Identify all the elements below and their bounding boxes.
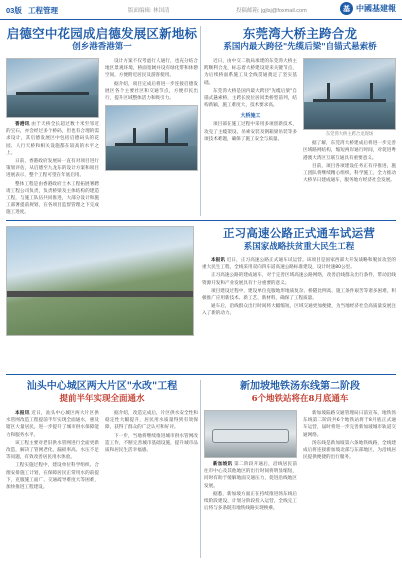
logo-text: 中國基建報 xyxy=(356,4,396,13)
article-photo xyxy=(204,410,297,458)
article-subtitle: 系国内最大跨径"先缆后梁"自锚式悬索桥 xyxy=(223,42,377,52)
article-paragraph: 项目建设过程中，建设单位克服地形地质复杂、桥隧比例高、施工条件艰苦等诸多困难，积极推广应用新技术、新工艺、新材料，确保了工程质量。 xyxy=(202,288,396,302)
article-photo xyxy=(6,226,194,336)
article-zhengxi-expressway xyxy=(6,226,396,336)
article-lead: 香港讯 xyxy=(15,122,30,127)
section-name: 工程管理 xyxy=(28,6,58,15)
article-paragraph: 新加坡陆路交通管理局日前宣布，地铁汤东线第二阶段共6个地铁站将于8月底正式通车运营，届时将进一步完善新加坡城市轨道交通网络。 xyxy=(303,411,396,438)
article-subtitle: 系国家战略扶贫重大民生工程 xyxy=(243,242,355,252)
article-subtitle: 创乡港香港第一 xyxy=(72,42,132,52)
article-paragraph: 第二阶段开通后，沿线居民前往市中心及其他地区的出行时间将明显缩短，同时有助于缓解地面交通压力，促进沿线地区发展。 xyxy=(204,462,297,489)
article-paragraph: 由于天桥全长超过数十米至邻近的宝石，亦会经过多个桥码，但也有合理的需求设计，其启德发展区中包括启德码头的花园、人行天桥和相关设施都在较高的水平之上。 xyxy=(6,122,99,156)
editor-credit: 版面编辑: 林国清 xyxy=(128,8,170,14)
page-header xyxy=(0,0,402,20)
article-paragraph: 该工程主要对老旧供水管网进行全面更新改造，解决了管网老化、漏损率高、水压不足等问题，有效改善居民用水体验。 xyxy=(6,440,99,461)
article-paragraph: 据介绍，改造完成后，片区供水安全性和稳定性大幅提升，居民用水质量得到有效保障，获得了群众的广泛认可和好评。 xyxy=(105,411,198,431)
article-title: 东莞湾大桥主跨合龙 xyxy=(242,26,358,41)
article-subtitle: 提前半年实现全面通水 xyxy=(59,394,145,404)
article-photo xyxy=(105,105,198,171)
article-paragraph: 工程实施过程中，建设单位科学组织、合理安排施工计划，在保障居民正常用水的前提下，克服施工面广、交通疏导难度大等困难，加快推进工程建设。 xyxy=(6,463,99,491)
article-lead: 本报讯 xyxy=(211,258,226,263)
article-lead: 本报讯 xyxy=(15,411,30,416)
article-shantou-water xyxy=(6,380,198,492)
article-paragraph: 近日，汕头中心城区两大片区供水管网改造工程提前半年实现全面通水，惠及辖区大量居民，进一步提升了城市供水保障能力和服务水平。 xyxy=(6,411,99,438)
article-title: 新加坡地铁汤东线第二阶段 xyxy=(240,381,360,392)
page-number: 03版 xyxy=(6,6,22,15)
article-paragraph: 通车后，沿线群众出行时间将大幅缩短，区域交通更加便捷，为当地经济社会高质量发展注入了新的动力。 xyxy=(202,304,396,317)
article-title: 汕头中心城区两大片区"水改"工程 xyxy=(26,381,178,392)
newspaper-logo xyxy=(340,2,396,15)
article-photo xyxy=(6,58,99,118)
article-paragraph: 设计方案不仅考虑行人通行，也充分结合地区景观环境，桥面宽阔并设有绿化带和休憩空间，方便附近居民及游客使用。 xyxy=(105,59,198,79)
article-paragraph: 正习高速公路的建成通车，对于完善区域高速公路网络，改善沿线群众出行条件，带动沿线资源开发和产业发展具有十分重要的意义。 xyxy=(202,273,396,286)
article-dongguan-bridge xyxy=(204,26,396,185)
article-paragraph: 项目部在施工过程中采用多项创新技术，攻克了主缆架设、吊索安装及钢箱梁吊装等多项技术难题，确保了施工安全与质量。 xyxy=(204,122,297,142)
article-paragraph: 据了解，东莞湾大桥建成后将进一步完善区域路网结构，缩短两岸通行时间，对促进粤港澳大湾区互联互通具有重要意义。 xyxy=(303,141,396,161)
article-title: 启德空中花园成启德发展区新地标 xyxy=(6,26,198,41)
photo-caption: 东莞湾大桥主跨合龙现场 xyxy=(325,132,374,137)
article-paragraph: 据悉，新加坡方面正在持续推进汤东线后续阶段建设，计划分阶段投入运营，全线完工后将与多条既有地铁线路实现换乘。 xyxy=(204,491,297,512)
article-paragraph: 据介绍，项目完成后将进一步连接启德发展区各个主要社区和交通节点，方便市民出行，提升区域整体活力和吸引力。 xyxy=(105,81,198,102)
article-title: 正习高速公路正式通车试运营 xyxy=(222,226,376,240)
article-paragraph: 下一步，当地将继续推进城市供水管网改造工作，不断完善城市基础设施，提升城市品质和居民生活幸福感。 xyxy=(105,433,198,454)
article-lead: 新加坡讯 xyxy=(213,462,233,467)
article-subhead: 大桥施工 xyxy=(240,113,261,120)
article-paragraph: 目前，项目各项建设任务正有序推进，施工团队将继续精心组织，科学施工，全力推动大桥早日建成通车，服务地方经济社会发展。 xyxy=(303,163,396,184)
article-paragraph: 东莞湾大桥是国内最大跨径"先缆后梁"自锚式悬索桥，主跨长度位居同类桥型前列，结构新颖，施工难度大，技术要求高。 xyxy=(204,88,297,109)
article-photo xyxy=(303,58,396,130)
article-paragraph: 近日，由中交二航局承建的东莞湾大桥主跨顺利合龙，标志着大桥建设迎来关键节点，为后续桥面系施工及全线贯通奠定了坚实基础。 xyxy=(204,59,297,86)
article-paragraph: 近日，正习高速公路正式通车试运营。该项目是国家西部大开发战略和脱贫攻坚的重大民生工程，全线采用双向四车道高速公路标准建设，设计时速80公里。 xyxy=(202,258,396,271)
logo-icon: 基 xyxy=(340,2,353,15)
submission-email: 投稿邮箱: jgjlsj@foxmail.com xyxy=(236,8,307,14)
article-paragraph: 汤东线是新加坡第六条地铁线路，全线建成后将连接新加坡北部与东部地区，为沿线居民提供便捷的出行服务。 xyxy=(303,440,396,461)
article-subtitle: 6个地铁站将在8月底通车 xyxy=(251,394,349,404)
article-left-column xyxy=(6,226,194,336)
article-singapore-metro xyxy=(204,380,396,513)
article-qide-garden xyxy=(6,26,198,218)
article-paragraph: 日前，香港政府发展局一直有对项目进行策划评估，从启德至九龙东的设计方案和项目进展表示，整个工程可望在年底启用。 xyxy=(6,159,99,179)
article-paragraph: 整体工程是由香港政府土木工程拓展署聘请工程公司负责，负责桥梁及主体结构的建造工程，与施工队伍共同推进，大部分设计和施工部署提前规划，在各项目监督管理之下完成施工进度。 xyxy=(6,181,99,216)
